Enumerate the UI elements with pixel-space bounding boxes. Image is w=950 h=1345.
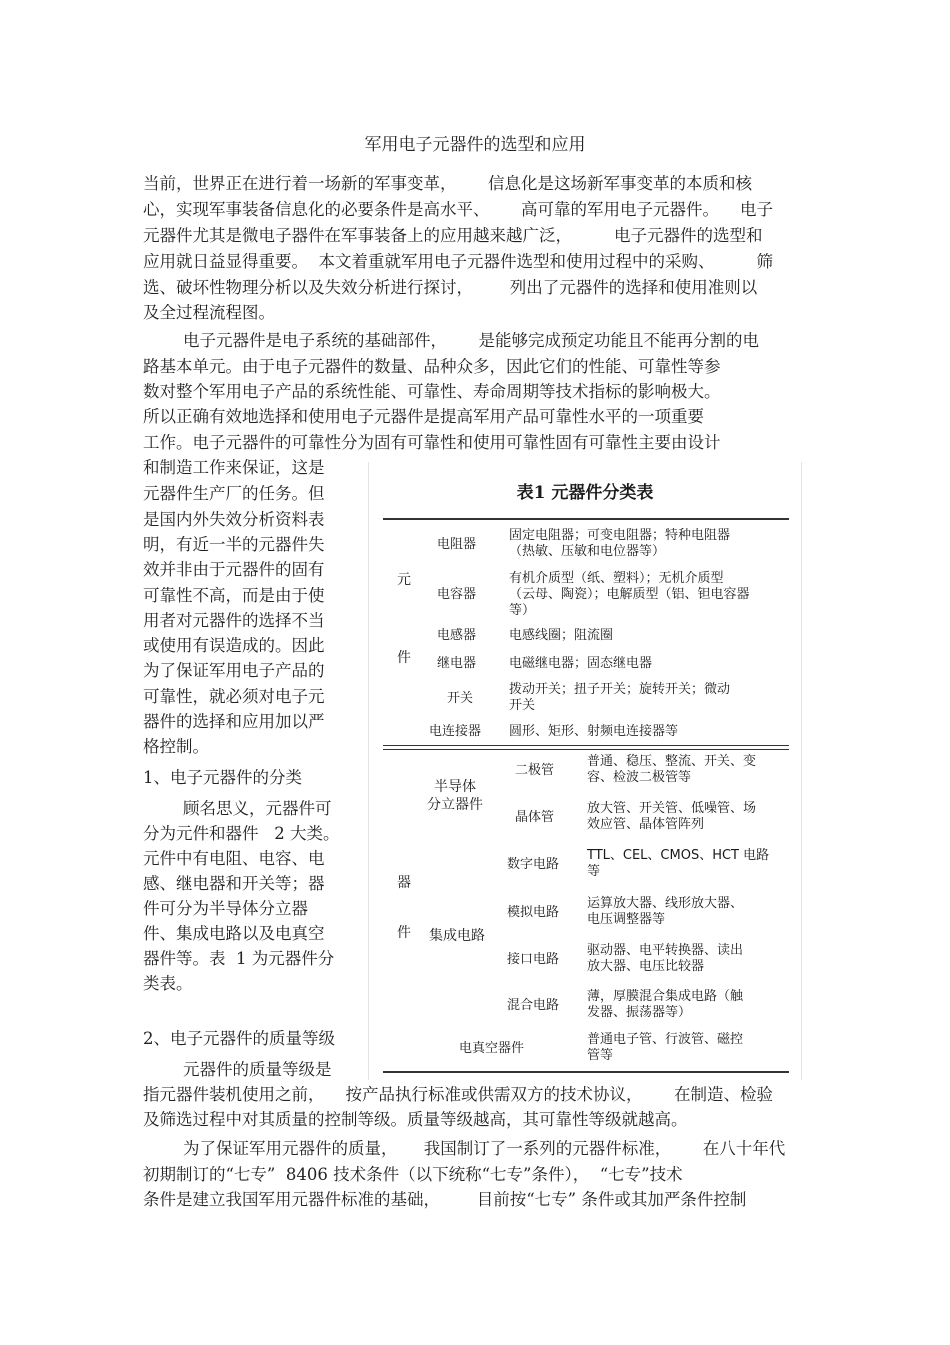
- paragraph-line: 应用就日益显得重要。 本文着重就军用电子元器件选型和使用过程中的采购、 筛: [143, 252, 773, 271]
- paragraph-line: 初期制订的“七专” 8406 技术条件（以下统称“七专”条件）， “七专”技术: [143, 1165, 683, 1184]
- paragraph-line: 格控制。: [143, 737, 209, 756]
- paragraph-line: 类表。: [143, 974, 193, 993]
- group-label: 元: [397, 572, 411, 588]
- paragraph-line: 数对整个军用电子产品的系统性能、可靠性、寿命周期等技术指标的影响极大。: [143, 382, 721, 401]
- paragraph-line: 明，有近一半的元器件失: [143, 535, 325, 554]
- paragraph-line: 效并非由于元器件的固有: [143, 560, 325, 579]
- paragraph-line: 是国内外失效分析资料表: [143, 510, 325, 529]
- classification-table: [368, 462, 802, 1080]
- component-name: 继电器: [437, 656, 477, 671]
- component-description: 拨动开关；扭子开关；旋转开关；微动 开关: [509, 682, 731, 713]
- component-name: 数字电路: [507, 857, 560, 872]
- component-description: 电磁继电器；固态继电器: [509, 656, 653, 671]
- component-description: 普通、稳压、整流、开关、变 容、检波二极管等: [587, 754, 757, 785]
- paragraph-line: 心，实现军事装备信息化的必要条件是高水平、 高可靠的军用电子元器件。 电子: [143, 200, 773, 219]
- section-heading: 2、电子元器件的质量等级: [143, 1029, 335, 1048]
- group-label: 件: [397, 650, 411, 666]
- component-name: 电容器: [437, 587, 477, 602]
- component-name: 电真空器件: [459, 1041, 525, 1056]
- paragraph-line: 元器件尤其是微电子器件在军事装备上的应用越来越广泛， 电子元器件的选型和: [143, 226, 763, 245]
- paragraph-line: 选、破坏性物理分析以及失效分析进行探讨， 列出了元器件的选择和使用准则以: [143, 278, 758, 297]
- paragraph-line: 所以正确有效地选择和使用电子元器件是提高军用产品可靠性水平的一项重要: [143, 407, 704, 426]
- component-name: 二极管: [515, 763, 555, 778]
- paragraph-line: 工作。电子元器件的可靠性分为固有可靠性和使用可靠性固有可靠性主要由设计: [143, 433, 721, 452]
- paragraph-line: 感、继电器和开关等；器: [143, 874, 325, 893]
- paragraph-line: 可靠性不高，而是由于使: [143, 586, 325, 605]
- component-description: 薄，厚膜混合集成电路（触 发器、振荡器等）: [587, 989, 744, 1020]
- component-description: TTL、CEL、CMOS、HCT 电路 等: [587, 848, 770, 879]
- table-mid-rule: [383, 749, 789, 750]
- component-description: 圆形、矩形、射频电连接器等: [509, 724, 679, 739]
- component-description: 驱动器、电平转换器、读出 放大器、电压比较器: [587, 943, 744, 974]
- component-description: 放大管、开关管、低噪管、场 效应管、晶体管阵列: [587, 801, 757, 832]
- paragraph-line: 指元器件装机使用之前， 按产品执行标准或供需双方的技术协议， 在制造、检验: [143, 1085, 773, 1104]
- group-label: 器: [397, 875, 411, 891]
- group-label: 件: [397, 925, 411, 941]
- component-name: 电感器: [437, 628, 477, 643]
- paragraph-line: 用者对元器件的选择不当: [143, 611, 325, 630]
- paragraph-line: 器件的选择和应用加以严: [143, 712, 325, 731]
- component-description: 普通电子管、行波管、磁控 管等: [587, 1032, 744, 1063]
- paragraph-line: 和制造工作来保证，这是: [143, 458, 325, 477]
- paragraph-line: 及筛选过程中对其质量的控制等级。质量等级越高，其可靠性等级就越高。: [143, 1110, 688, 1129]
- paragraph-line: 分为元件和器件 2 大类。: [143, 824, 340, 843]
- paragraph-line: 为了保证军用元器件的质量， 我国制订了一系列的元器件标准， 在八十年代: [183, 1139, 786, 1158]
- table-bottom-rule: [383, 1071, 789, 1073]
- paragraph-line: 元器件的质量等级是: [183, 1060, 332, 1079]
- subgroup-label: 半导体 分立器件: [427, 779, 483, 813]
- component-name: 电阻器: [437, 537, 477, 552]
- page-title: 军用电子元器件的选型和应用: [364, 135, 586, 155]
- paragraph-line: 元件中有电阻、电容、电: [143, 849, 325, 868]
- table-mid-rule: [383, 745, 789, 746]
- component-description: 固定电阻器；可变电阻器；特种电阻器 （热敏、压敏和电位器等）: [509, 528, 731, 559]
- paragraph-line: 或使用有误造成的。因此: [143, 636, 325, 655]
- paragraph-line: 路基本单元。由于电子元器件的数量、品种众多，因此它们的性能、可靠性等参: [143, 357, 721, 376]
- component-name: 混合电路: [507, 998, 560, 1013]
- component-description: 运算放大器、线形放大器、 电压调整器等: [587, 896, 744, 927]
- component-name: 晶体管: [515, 810, 555, 825]
- paragraph-line: 条件是建立我国军用元器件标准的基础， 目前按“七专” 条件或其加严条件控制: [143, 1190, 747, 1209]
- paragraph-line: 元器件生产厂的任务。但: [143, 484, 325, 503]
- paragraph-line: 电子元器件是电子系统的基础部件， 是能够完成预定功能且不能再分割的电: [183, 331, 759, 350]
- table-caption: 表1 元器件分类表: [516, 483, 654, 503]
- section-heading: 1、电子元器件的分类: [143, 768, 302, 787]
- component-name: 电连接器: [429, 724, 482, 739]
- paragraph-line: 件、集成电路以及电真空: [143, 924, 325, 943]
- component-description: 有机介质型（纸、塑料）；无机介质型 （云母、陶瓷）；电解质型（铝、钽电容器 等）: [509, 571, 750, 618]
- paragraph-line: 可靠性，就必须对电子元: [143, 687, 325, 706]
- table-top-rule: [383, 518, 789, 520]
- paragraph-line: 为了保证军用电子产品的: [143, 661, 325, 680]
- component-name: 接口电路: [507, 952, 560, 967]
- component-name: 开关: [447, 691, 474, 706]
- component-description: 电感线圈；阻流圈: [509, 628, 614, 643]
- paragraph-line: 及全过程流程图。: [143, 303, 275, 322]
- paragraph-line: 器件等。表 1 为元器件分: [143, 949, 335, 968]
- paragraph-line: 顾名思义，元器件可: [183, 799, 332, 818]
- component-name: 模拟电路: [507, 905, 560, 920]
- paragraph-line: 件可分为半导体分立器: [143, 899, 308, 918]
- subgroup-label: 集成电路: [429, 928, 485, 944]
- paragraph-line: 当前，世界正在进行着一场新的军事变革， 信息化是这场新军事变革的本质和核: [143, 174, 752, 193]
